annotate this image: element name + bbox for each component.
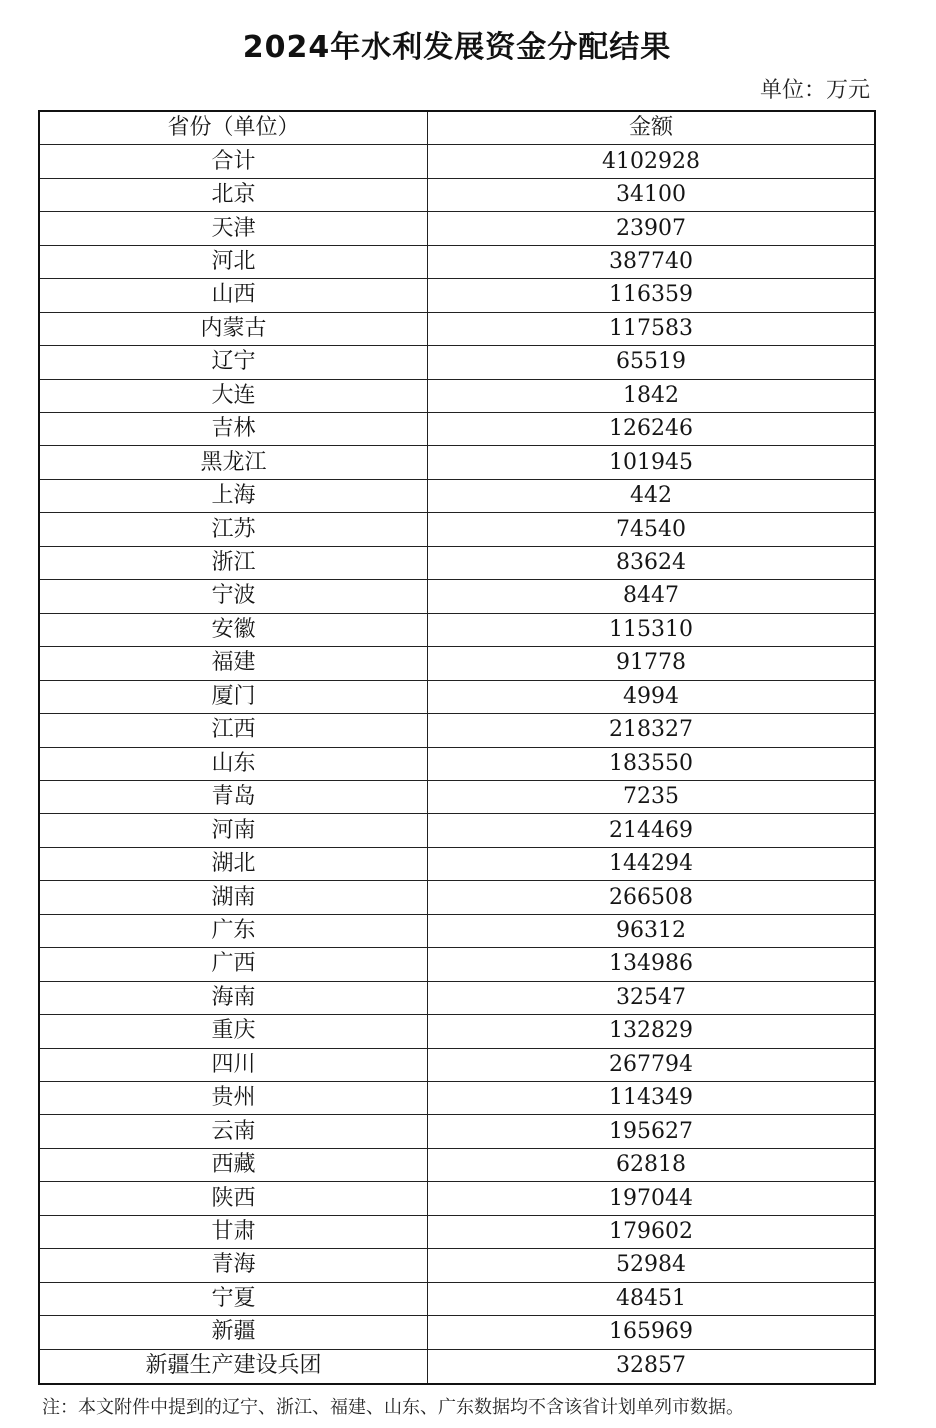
province-cell: 西藏 (40, 1149, 428, 1181)
table-row (40, 580, 874, 613)
table-row (40, 948, 874, 981)
province-cell: 内蒙古 (40, 313, 428, 345)
table-row (40, 1149, 874, 1182)
province-cell: 云南 (40, 1115, 428, 1147)
footnote: 注：本文附件中提到的辽宁、浙江、福建、山东、广东数据均不含该省计划单列市数据。 (42, 1397, 744, 1418)
amount-cell: 179602 (609, 1218, 693, 1244)
table-row (40, 547, 874, 580)
province-cell: 上海 (40, 480, 428, 512)
province-cell: 贵州 (40, 1082, 428, 1114)
province-cell: 吉林 (40, 413, 428, 445)
table-row (40, 1316, 874, 1349)
unit-label: 单位：万元 (759, 78, 870, 103)
amount-cell: 74540 (616, 516, 686, 542)
amount-cell: 8447 (623, 583, 679, 609)
table-row (40, 1015, 874, 1048)
amount-cell: 1842 (623, 382, 679, 408)
amount-cell: 91778 (616, 650, 686, 676)
table-row (40, 848, 874, 881)
province-cell: 广东 (40, 915, 428, 947)
table-row (40, 814, 874, 847)
amount-cell: 101945 (609, 449, 693, 475)
amount-cell: 267794 (609, 1051, 693, 1077)
table-row (40, 881, 874, 914)
table-row (40, 614, 874, 647)
table-row (40, 681, 874, 714)
amount-cell: 126246 (609, 416, 693, 442)
table-row (40, 1249, 874, 1282)
amount-cell: 195627 (609, 1118, 693, 1144)
table-row (40, 1182, 874, 1215)
table-row (40, 1049, 874, 1082)
province-cell: 河南 (40, 814, 428, 846)
province-cell: 山东 (40, 748, 428, 780)
table-row (40, 915, 874, 948)
table-row (40, 748, 874, 781)
amount-cell: 165969 (609, 1319, 693, 1345)
amount-cell: 65519 (616, 349, 686, 375)
table-row (40, 982, 874, 1015)
province-cell: 大连 (40, 380, 428, 412)
amount-cell: 116359 (609, 282, 693, 308)
province-cell: 安徽 (40, 614, 428, 646)
province-cell: 湖北 (40, 848, 428, 880)
document-title: 2024年水利发展资金分配结果 (242, 30, 672, 65)
province-cell: 宁夏 (40, 1283, 428, 1315)
province-cell: 重庆 (40, 1015, 428, 1047)
amount-cell: 52984 (616, 1252, 686, 1278)
province-cell: 广西 (40, 948, 428, 980)
amount-cell: 34100 (616, 182, 686, 208)
province-cell: 陕西 (40, 1182, 428, 1214)
allocation-table (38, 110, 876, 1385)
amount-cell: 32857 (616, 1353, 686, 1379)
province-cell: 厦门 (40, 681, 428, 713)
province-cell: 山西 (40, 279, 428, 311)
province-cell: 合计 (40, 145, 428, 177)
amount-cell: 114349 (609, 1085, 693, 1111)
table-row (40, 313, 874, 346)
table-row (40, 714, 874, 747)
province-cell: 黑龙江 (40, 446, 428, 478)
table-row (40, 413, 874, 446)
province-cell: 新疆 (40, 1316, 428, 1348)
amount-cell: 62818 (616, 1152, 686, 1178)
table-row (40, 781, 874, 814)
table-row (40, 246, 874, 279)
amount-cell: 144294 (609, 851, 693, 877)
province-cell: 青海 (40, 1249, 428, 1281)
province-cell: 湖南 (40, 881, 428, 913)
table-row (40, 480, 874, 513)
table-row (40, 647, 874, 680)
amount-cell: 214469 (609, 817, 693, 843)
province-cell: 天津 (40, 212, 428, 244)
table-row (40, 346, 874, 379)
province-cell: 江西 (40, 714, 428, 746)
table-row (40, 1283, 874, 1316)
amount-cell: 183550 (609, 750, 693, 776)
table-row (40, 145, 874, 178)
header-amount: 金额 (628, 115, 673, 141)
amount-cell: 442 (630, 483, 672, 509)
amount-cell: 218327 (609, 717, 693, 743)
amount-cell: 132829 (609, 1018, 693, 1044)
province-cell: 青岛 (40, 781, 428, 813)
amount-cell: 387740 (609, 249, 693, 274)
amount-cell: 4994 (623, 683, 679, 709)
amount-cell: 134986 (609, 951, 693, 977)
table-row (40, 179, 874, 212)
table-row (40, 212, 874, 245)
table-row (40, 1216, 874, 1249)
amount-cell: 117583 (609, 315, 693, 341)
province-cell: 甘肃 (40, 1216, 428, 1248)
province-cell: 辽宁 (40, 346, 428, 378)
province-cell: 福建 (40, 647, 428, 679)
header-province: 省份（单位） (40, 112, 428, 144)
table-row (40, 513, 874, 546)
province-cell: 海南 (40, 982, 428, 1014)
province-cell: 四川 (40, 1049, 428, 1081)
province-cell: 北京 (40, 179, 428, 211)
province-cell: 浙江 (40, 547, 428, 579)
province-cell: 宁波 (40, 580, 428, 612)
amount-cell: 197044 (609, 1185, 693, 1211)
province-cell: 新疆生产建设兵团 (40, 1350, 428, 1383)
amount-cell: 48451 (616, 1285, 686, 1311)
table-row (40, 1115, 874, 1148)
table-header-row (40, 112, 874, 145)
table-row (40, 446, 874, 479)
amount-cell: 7235 (623, 784, 679, 810)
amount-cell: 96312 (616, 917, 686, 943)
amount-cell: 23907 (616, 215, 686, 241)
table-row (40, 1082, 874, 1115)
table-row (40, 279, 874, 312)
table-row (40, 380, 874, 413)
amount-cell: 32547 (616, 984, 686, 1010)
amount-cell: 266508 (609, 884, 693, 910)
amount-cell: 115310 (609, 616, 693, 642)
table-row (40, 1350, 874, 1383)
province-cell: 河北 (40, 246, 428, 278)
amount-cell: 83624 (616, 550, 686, 576)
province-cell: 江苏 (40, 513, 428, 545)
amount-cell: 4102928 (602, 148, 700, 174)
